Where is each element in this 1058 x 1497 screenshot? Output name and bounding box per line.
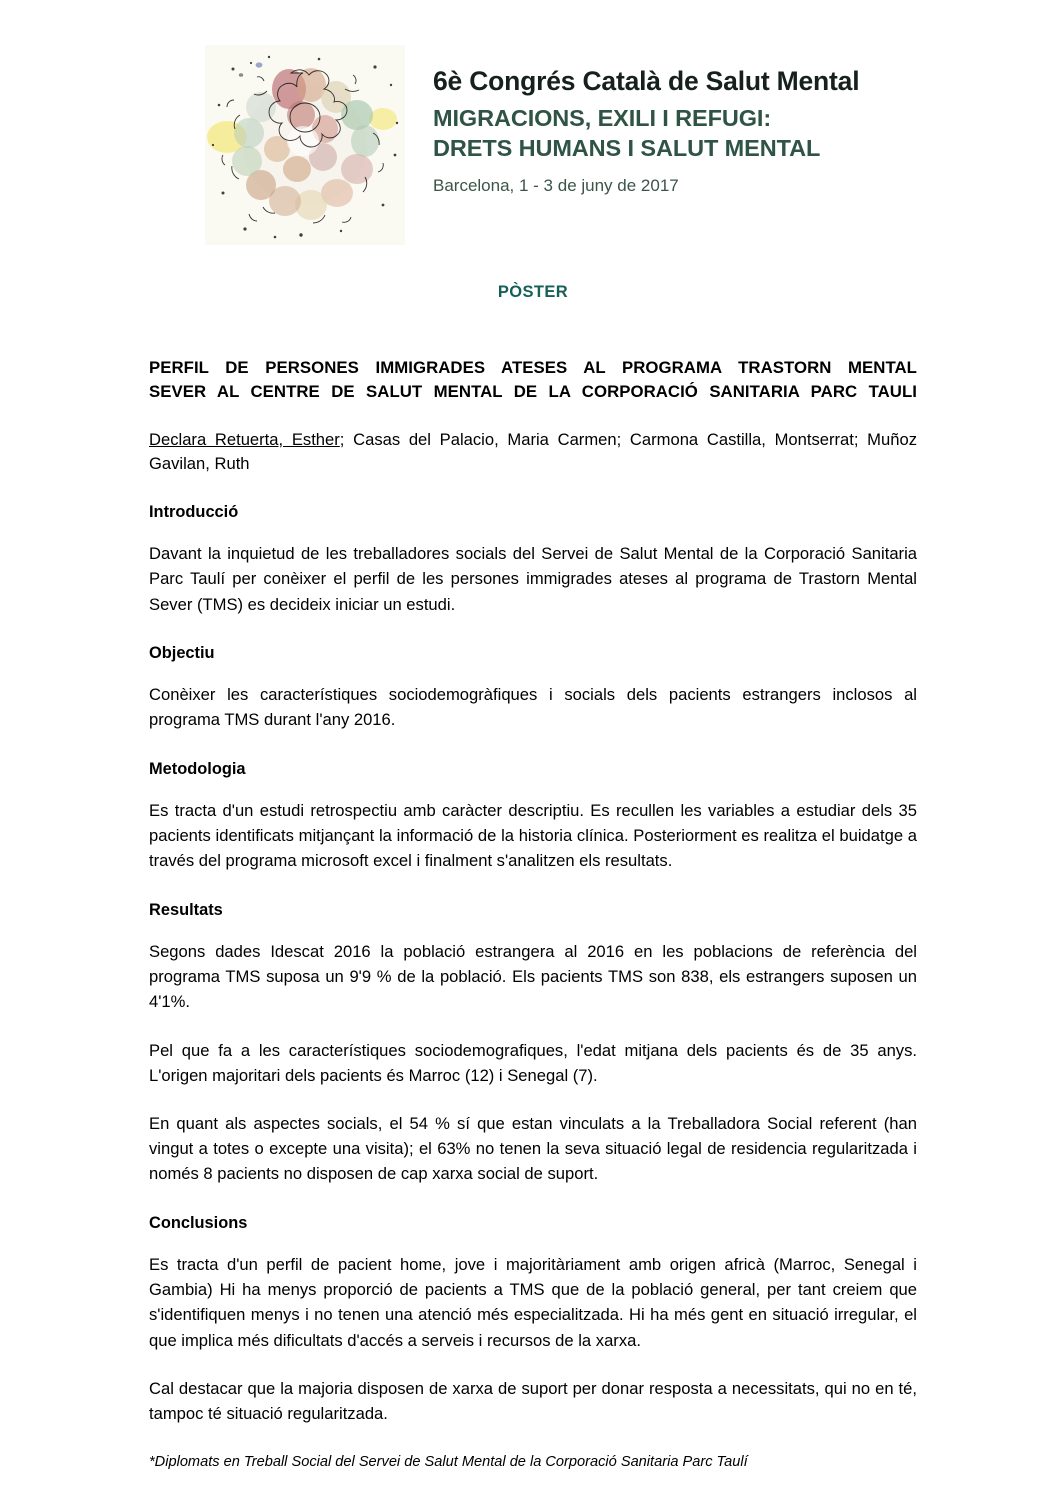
- section-paragraph: En quant als aspectes socials, el 54 % sí que estan vinculats a la Treballadora Social referent (han vingut a totes o excepte una visita); el 63% no tenen la seva situació legal de residencia regularitzada i només 8 pacients no disposen de cap xarxa social de suport.: [149, 1113, 917, 1184]
- footnote: *Diplomats en Treball Social del Servei de Salut Mental de la Corporació Sanitaria Parc Taulí: [149, 1454, 748, 1471]
- page-title-line-2: SEVER AL CENTRE DE SALUT MENTAL DE LA CORPORACIÓ SANITARIA PARC TAULI: [149, 381, 917, 401]
- author-lead: Declara Retuerta, Esther: [149, 429, 340, 449]
- section-heading-metodologia: Metodologia: [149, 759, 246, 778]
- congress-header-text: [433, 45, 859, 197]
- section-paragraph: Cal destacar que la majoria disposen de xarxa de suport per donar resposta a necessitats, qui no en té, tampoc té situació regularitzada.: [149, 1378, 917, 1424]
- document-body: [149, 283, 917, 1473]
- congress-header: [205, 45, 865, 250]
- section-heading-conclusions: Conclusions: [149, 1213, 248, 1232]
- section-paragraph: Conèixer les característiques sociodemogràfiques i socials dels pacients estrangers inclosos al programa TMS durant l'any 2016.: [149, 685, 917, 730]
- page-title-line-1: PERFIL DE PERSONES IMMIGRADES ATESES AL PROGRAMA TRASTORN MENTAL: [149, 358, 917, 377]
- authors-list: [149, 428, 917, 476]
- section-heading-objectiu: Objectiu: [149, 643, 215, 662]
- congress-title: 6è Congrés Català de Salut Mental: [433, 66, 860, 96]
- section-paragraph: Pel que fa a les característiques sociodemografiques, l'edat mitjana dels pacients és de 35 anys. L'origen majoritari dels pacients és Marroc (12) i Senegal (7).: [149, 1040, 917, 1085]
- authors-remaining: ; Casas del Palacio, Maria Carmen; Carmona Castilla, Montserrat; Muñoz Gavilan, Ruth: [149, 429, 917, 473]
- section-paragraph: Davant la inquietud de les treballadores socials del Servei de Salut Mental de la Corporació Sanitaria Parc Taulí per conèixer el perfil de les persones immigrades ateses al programa de Trastorn Mental Sever (TMS) es decideix iniciar un estudi.: [149, 544, 917, 614]
- section-heading-introduccio: Introducció: [149, 502, 239, 521]
- section-paragraph: Es tracta d'un estudi retrospectiu amb caràcter descriptiu. Es recullen les variables a estudiar dels 35 pacients identificats mitjançant la informació de la historia clínica. Posteriorment es realitza el buidatge a través del programa microsoft excel i finalment s'analitzen els resultats.: [149, 800, 917, 871]
- congress-place-date: Barcelona, 1 - 3 de juny de 2017: [433, 175, 679, 195]
- congress-subtitle-line-2: DRETS HUMANS I SALUT MENTAL: [433, 135, 821, 162]
- page-title: [149, 356, 917, 404]
- section-paragraph: Segons dades Idescat 2016 la població estrangera al 2016 en les poblacions de referència del programa TMS suposa un 9'9 % de la població. Els pacients TMS son 838, els estrangers suposen un 4'1%.: [149, 941, 917, 1012]
- poster-label: PÒSTER: [497, 283, 569, 301]
- section-heading-resultats: Resultats: [149, 900, 223, 919]
- section-paragraph: Es tracta d'un perfil de pacient home, jove i majoritàriament amb origen africà (Marroc, Senegal i Gambia) Hi ha menys proporció de pacients a TMS que de la població general, per tant creiem que s'identifiquen menys i no tenen una atenció més especialitzada. Hi ha més gent en situació irregular, el que implica més dificultats d'accés a serveis i recursos de la xarxa.: [149, 1254, 917, 1350]
- congress-watercolor-logo-icon: [205, 45, 405, 245]
- congress-subtitle-line-1: MIGRACIONS, EXILI I REFUGI:: [433, 104, 772, 131]
